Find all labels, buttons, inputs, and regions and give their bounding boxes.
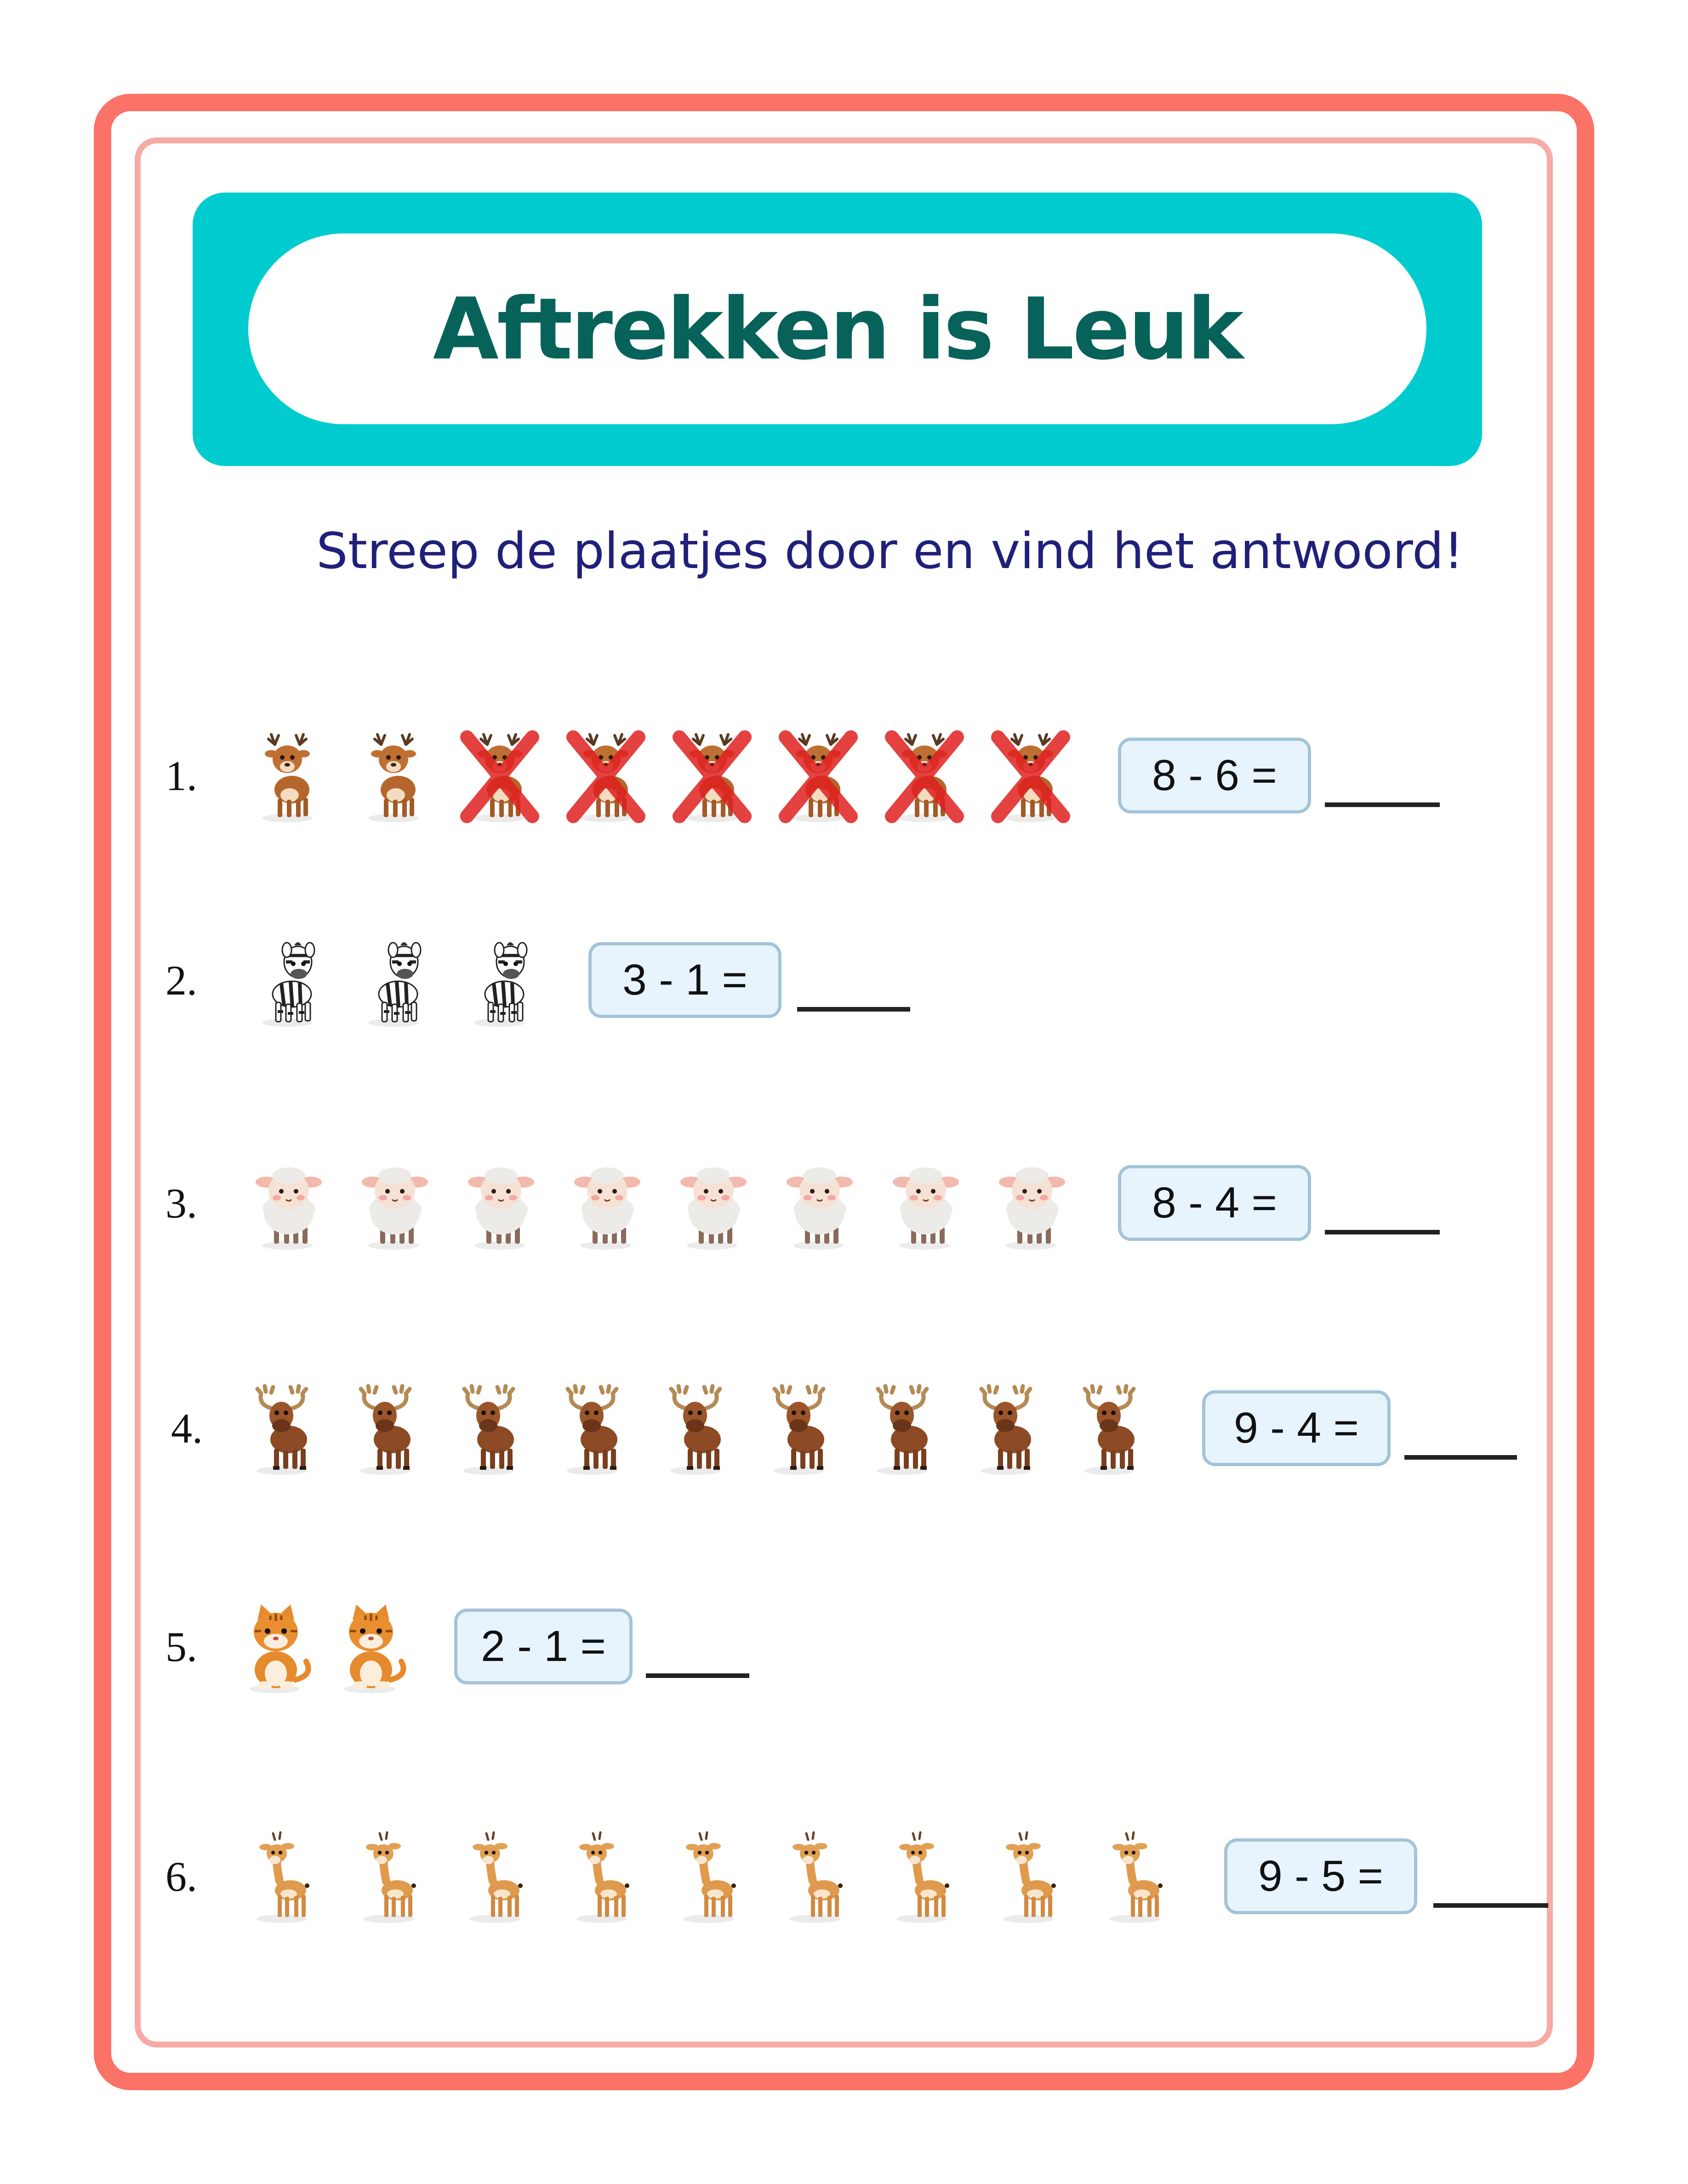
zebra-icon[interactable]: [248, 935, 326, 1027]
fawn-icon[interactable]: [456, 1831, 534, 1923]
reindeer-icon[interactable]: [461, 731, 539, 823]
equation-box: 9 - 5 =: [1224, 1838, 1417, 1914]
moose-icon[interactable]: [967, 1383, 1045, 1475]
equation-box: 8 - 4 =: [1118, 1165, 1311, 1241]
fawn-icon[interactable]: [883, 1831, 961, 1923]
equation-box: 3 - 1 =: [588, 942, 781, 1018]
answer-blank[interactable]: [1404, 1455, 1517, 1460]
title-pill: [248, 233, 1426, 424]
moose-icon[interactable]: [656, 1383, 735, 1475]
zebra-icon[interactable]: [354, 935, 433, 1027]
reindeer-icon[interactable]: [354, 731, 433, 823]
sheep-icon[interactable]: [461, 1158, 539, 1250]
problem-number: 6.: [165, 1853, 197, 1900]
fawn-icon[interactable]: [989, 1831, 1067, 1923]
reindeer-icon[interactable]: [885, 731, 964, 823]
fawn-icon[interactable]: [243, 1831, 321, 1923]
fawn-icon[interactable]: [669, 1831, 747, 1923]
moose-icon[interactable]: [450, 1383, 528, 1475]
tiger-cat-icon[interactable]: [235, 1602, 314, 1694]
answer-blank[interactable]: [1325, 1230, 1440, 1234]
answer-blank[interactable]: [1433, 1903, 1548, 1908]
problem-number: 4.: [171, 1405, 203, 1452]
moose-icon[interactable]: [863, 1383, 941, 1475]
moose-icon[interactable]: [243, 1383, 321, 1475]
sheep-icon[interactable]: [885, 1158, 964, 1250]
tiger-cat-icon[interactable]: [331, 1602, 409, 1694]
equation-box: 9 - 4 =: [1202, 1390, 1391, 1466]
sheep-icon[interactable]: [354, 1158, 433, 1250]
reindeer-icon[interactable]: [248, 731, 326, 823]
moose-icon[interactable]: [1070, 1383, 1148, 1475]
reindeer-icon[interactable]: [567, 731, 645, 823]
reindeer-icon[interactable]: [779, 731, 857, 823]
reindeer-icon[interactable]: [992, 731, 1070, 823]
sheep-icon[interactable]: [567, 1158, 645, 1250]
fawn-icon[interactable]: [349, 1831, 428, 1923]
problem-number: 2.: [165, 957, 197, 1004]
moose-icon[interactable]: [553, 1383, 631, 1475]
sheep-icon[interactable]: [779, 1158, 857, 1250]
answer-blank[interactable]: [646, 1673, 749, 1678]
instruction-text: Streep de plaatjes door en vind het antwoord!: [316, 523, 1464, 580]
reindeer-icon[interactable]: [673, 731, 751, 823]
sheep-icon[interactable]: [673, 1158, 751, 1250]
answer-blank[interactable]: [1325, 802, 1440, 807]
fawn-icon[interactable]: [1096, 1831, 1174, 1923]
sheep-icon[interactable]: [248, 1158, 326, 1250]
moose-icon[interactable]: [346, 1383, 424, 1475]
fawn-icon[interactable]: [776, 1831, 854, 1923]
equation-box: 2 - 1 =: [454, 1609, 633, 1684]
problem-number: 3.: [165, 1180, 197, 1227]
sheep-icon[interactable]: [992, 1158, 1070, 1250]
problem-number: 5.: [165, 1623, 197, 1670]
equation-box: 8 - 6 =: [1118, 738, 1311, 813]
zebra-icon[interactable]: [461, 935, 539, 1027]
moose-icon[interactable]: [760, 1383, 838, 1475]
answer-blank[interactable]: [797, 1007, 910, 1012]
problem-number: 1.: [165, 752, 197, 799]
page-title: Aftrekken is Leuk: [433, 279, 1242, 379]
fawn-icon[interactable]: [563, 1831, 641, 1923]
